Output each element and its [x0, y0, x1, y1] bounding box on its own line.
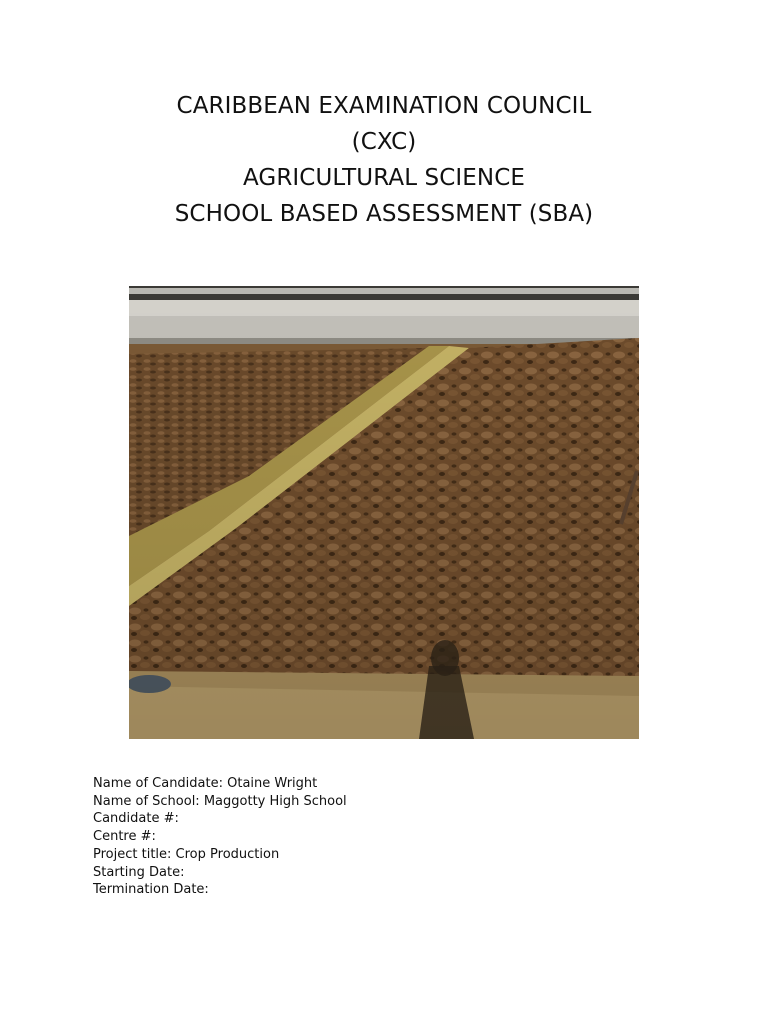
school-name-label: Name of School:	[93, 793, 200, 809]
candidate-name-row	[93, 775, 347, 793]
project-title-label: Project title:	[93, 846, 172, 862]
centre-number-label: Centre #:	[93, 829, 156, 845]
starting-date-label: Starting Date:	[93, 864, 185, 880]
project-title-row	[93, 846, 347, 864]
candidate-name-value: Otaine Wright	[227, 776, 318, 791]
starting-date-row	[93, 864, 347, 882]
candidate-number-row	[93, 810, 347, 828]
candidate-number-label: Candidate #:	[93, 811, 179, 827]
project-title-value: Crop Production	[175, 846, 280, 862]
candidate-name-label: Name of Candidate:	[93, 776, 223, 791]
title-line-subject: AGRICULTURAL SCIENCE	[242, 165, 526, 191]
school-name-row	[93, 793, 347, 811]
title-line-cxc: (CXC)	[351, 129, 417, 155]
candidate-info	[93, 775, 347, 899]
school-name-value: Maggotty High School	[203, 793, 347, 809]
termination-date-row	[93, 881, 347, 899]
document-title	[0, 88, 768, 232]
title-line-council: CARIBBEAN EXAMINATION COUNCIL	[176, 93, 592, 119]
centre-number-row	[93, 828, 347, 846]
garden-bed-photo	[129, 286, 639, 739]
termination-date-label: Termination Date:	[93, 882, 209, 898]
title-line-sba: SCHOOL BASED ASSESSMENT (SBA)	[174, 201, 594, 227]
